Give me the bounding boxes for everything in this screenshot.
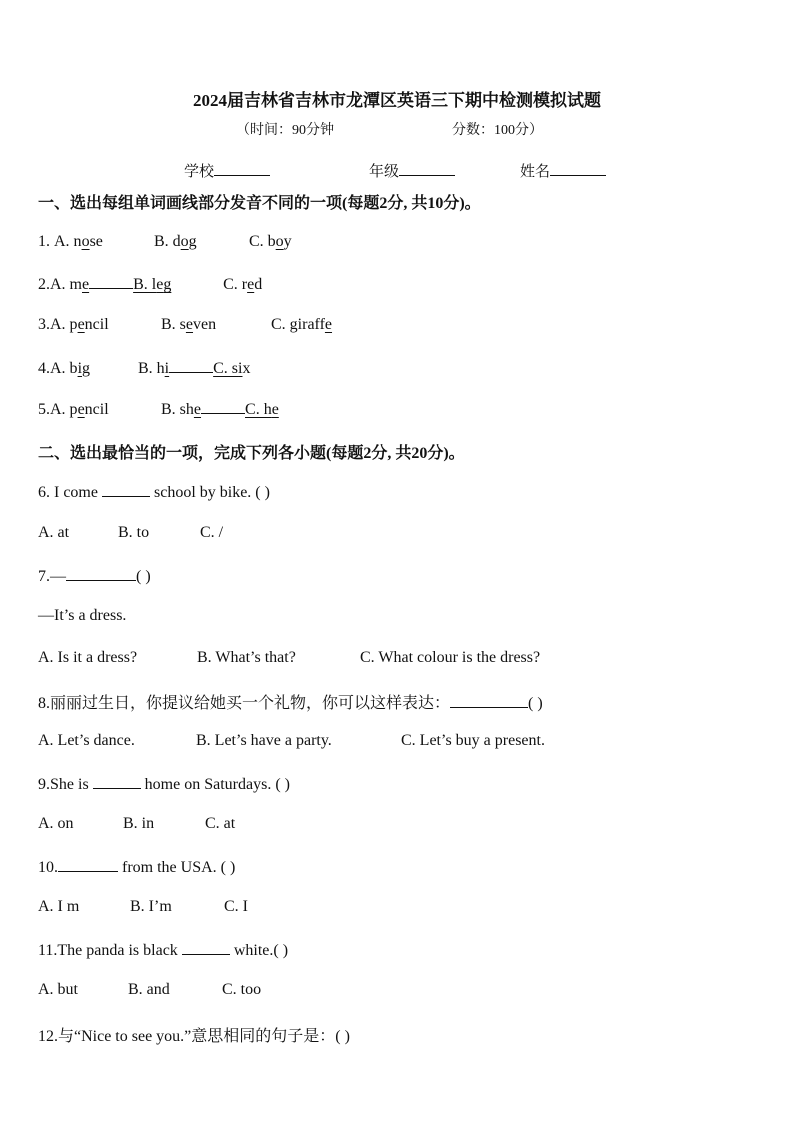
option-c[interactable]: C. red	[223, 276, 263, 293]
question-2	[38, 274, 262, 294]
option-a[interactable]: A. me	[50, 276, 90, 293]
grade-field	[369, 160, 455, 181]
name-label: 姓名	[520, 164, 551, 180]
question-7-reply: —It’s a dress.	[38, 607, 127, 624]
question-6-options	[38, 524, 223, 542]
question-text-end: ( )	[528, 695, 543, 712]
answer-blank	[201, 399, 245, 414]
question-11	[38, 940, 288, 960]
question-1	[38, 233, 292, 251]
school-label: 学校	[184, 164, 215, 180]
question-text: 11.The panda is black	[38, 942, 182, 959]
question-4	[38, 358, 250, 378]
question-text: 7.—	[38, 568, 66, 585]
question-8	[38, 690, 543, 713]
section1-heading: 一、选出每组单词画线部分发音不同的一项(每题2分, 共10分)。	[38, 195, 481, 212]
answer-blank	[169, 358, 213, 373]
question-text: 10.	[38, 859, 58, 876]
option-c[interactable]: C. giraffe	[271, 316, 333, 333]
section2-heading: 二、选出最恰当的一项，完成下列各小题(每题2分, 共20分)。	[38, 445, 465, 462]
option-c[interactable]: C. at	[205, 815, 236, 832]
question-text-end: home on Saturdays. ( )	[140, 776, 290, 793]
option-a[interactable]: A. but	[38, 981, 78, 998]
question-7	[38, 566, 151, 586]
option-a[interactable]: A. pencil	[50, 401, 109, 418]
answer-blank[interactable]	[66, 566, 136, 581]
question-number: 1.	[38, 233, 54, 250]
answer-blank[interactable]	[93, 774, 141, 789]
question-number: 4.	[38, 360, 50, 377]
question-6	[38, 482, 270, 502]
answer-blank[interactable]	[182, 940, 230, 955]
question-text: 9.She is	[38, 776, 93, 793]
option-c[interactable]: C. he	[245, 401, 279, 418]
option-a[interactable]: A. nose	[54, 233, 103, 250]
option-a[interactable]: A. I m	[38, 898, 80, 915]
question-number: 3.	[38, 316, 50, 333]
option-b[interactable]: B. leg	[133, 276, 172, 293]
option-b[interactable]: B. in	[123, 815, 155, 832]
question-text-end: school by bike. ( )	[149, 484, 270, 501]
option-b[interactable]: B. I’m	[130, 898, 172, 915]
question-text: 6. I come	[38, 484, 102, 501]
exam-time: （时间：90分钟	[236, 123, 334, 138]
option-c[interactable]: C. What colour is the dress?	[360, 649, 541, 666]
option-b[interactable]: B. seven	[161, 316, 217, 333]
answer-blank	[89, 274, 133, 289]
answer-blank[interactable]	[102, 482, 150, 497]
question-11-options	[38, 981, 261, 999]
question-8-options	[38, 732, 545, 750]
question-number: 2.	[38, 276, 50, 293]
exam-score: 分数：100分）	[452, 123, 543, 138]
option-a[interactable]: A. big	[50, 360, 91, 377]
option-b[interactable]: B. to	[118, 524, 150, 541]
school-blank[interactable]	[214, 161, 270, 176]
question-12: 12.与“Nice to see you.”意思相同的句子是：( )	[38, 1028, 350, 1045]
question-7-options	[38, 649, 540, 667]
name-field	[520, 160, 606, 181]
option-c[interactable]: C. I	[224, 898, 248, 915]
option-a[interactable]: A. Let’s dance.	[38, 732, 135, 749]
question-9-options	[38, 815, 235, 833]
option-a[interactable]: A. pencil	[50, 316, 109, 333]
grade-blank[interactable]	[399, 161, 455, 176]
option-b[interactable]: B. dog	[154, 233, 197, 250]
option-c[interactable]: C. /	[200, 524, 224, 541]
grade-label: 年级	[369, 164, 400, 180]
page-title: 2024届吉林省吉林市龙潭区英语三下期中检测模拟试题	[193, 91, 601, 110]
option-b[interactable]: B. and	[128, 981, 170, 998]
question-text-end: white.( )	[229, 942, 289, 959]
question-10-options	[38, 898, 248, 916]
question-3	[38, 316, 332, 334]
school-field	[184, 160, 270, 181]
answer-blank[interactable]	[450, 693, 528, 708]
question-number: 5.	[38, 401, 50, 418]
option-c[interactable]: C. Let’s buy a present.	[401, 732, 545, 749]
question-text-end: from the USA. ( )	[118, 859, 236, 876]
question-10	[38, 857, 235, 877]
option-b[interactable]: B. What’s that?	[197, 649, 296, 666]
option-c[interactable]: C. boy	[249, 233, 292, 250]
answer-blank[interactable]	[58, 857, 118, 872]
option-a[interactable]: A. Is it a dress?	[38, 649, 138, 666]
option-b[interactable]: B. she	[161, 401, 202, 418]
question-text: 8.丽丽过生日，你提议给她买一个礼物，你可以这样表达：	[38, 695, 451, 712]
question-5	[38, 399, 279, 419]
option-c[interactable]: C. too	[222, 981, 262, 998]
option-a[interactable]: A. on	[38, 815, 74, 832]
option-b[interactable]: B. hi	[138, 360, 170, 377]
option-c[interactable]: C. six	[213, 360, 251, 377]
option-b[interactable]: B. Let’s have a party.	[196, 732, 332, 749]
question-text-end: ( )	[136, 568, 151, 585]
question-9	[38, 774, 290, 794]
name-blank[interactable]	[550, 161, 606, 176]
option-a[interactable]: A. at	[38, 524, 70, 541]
